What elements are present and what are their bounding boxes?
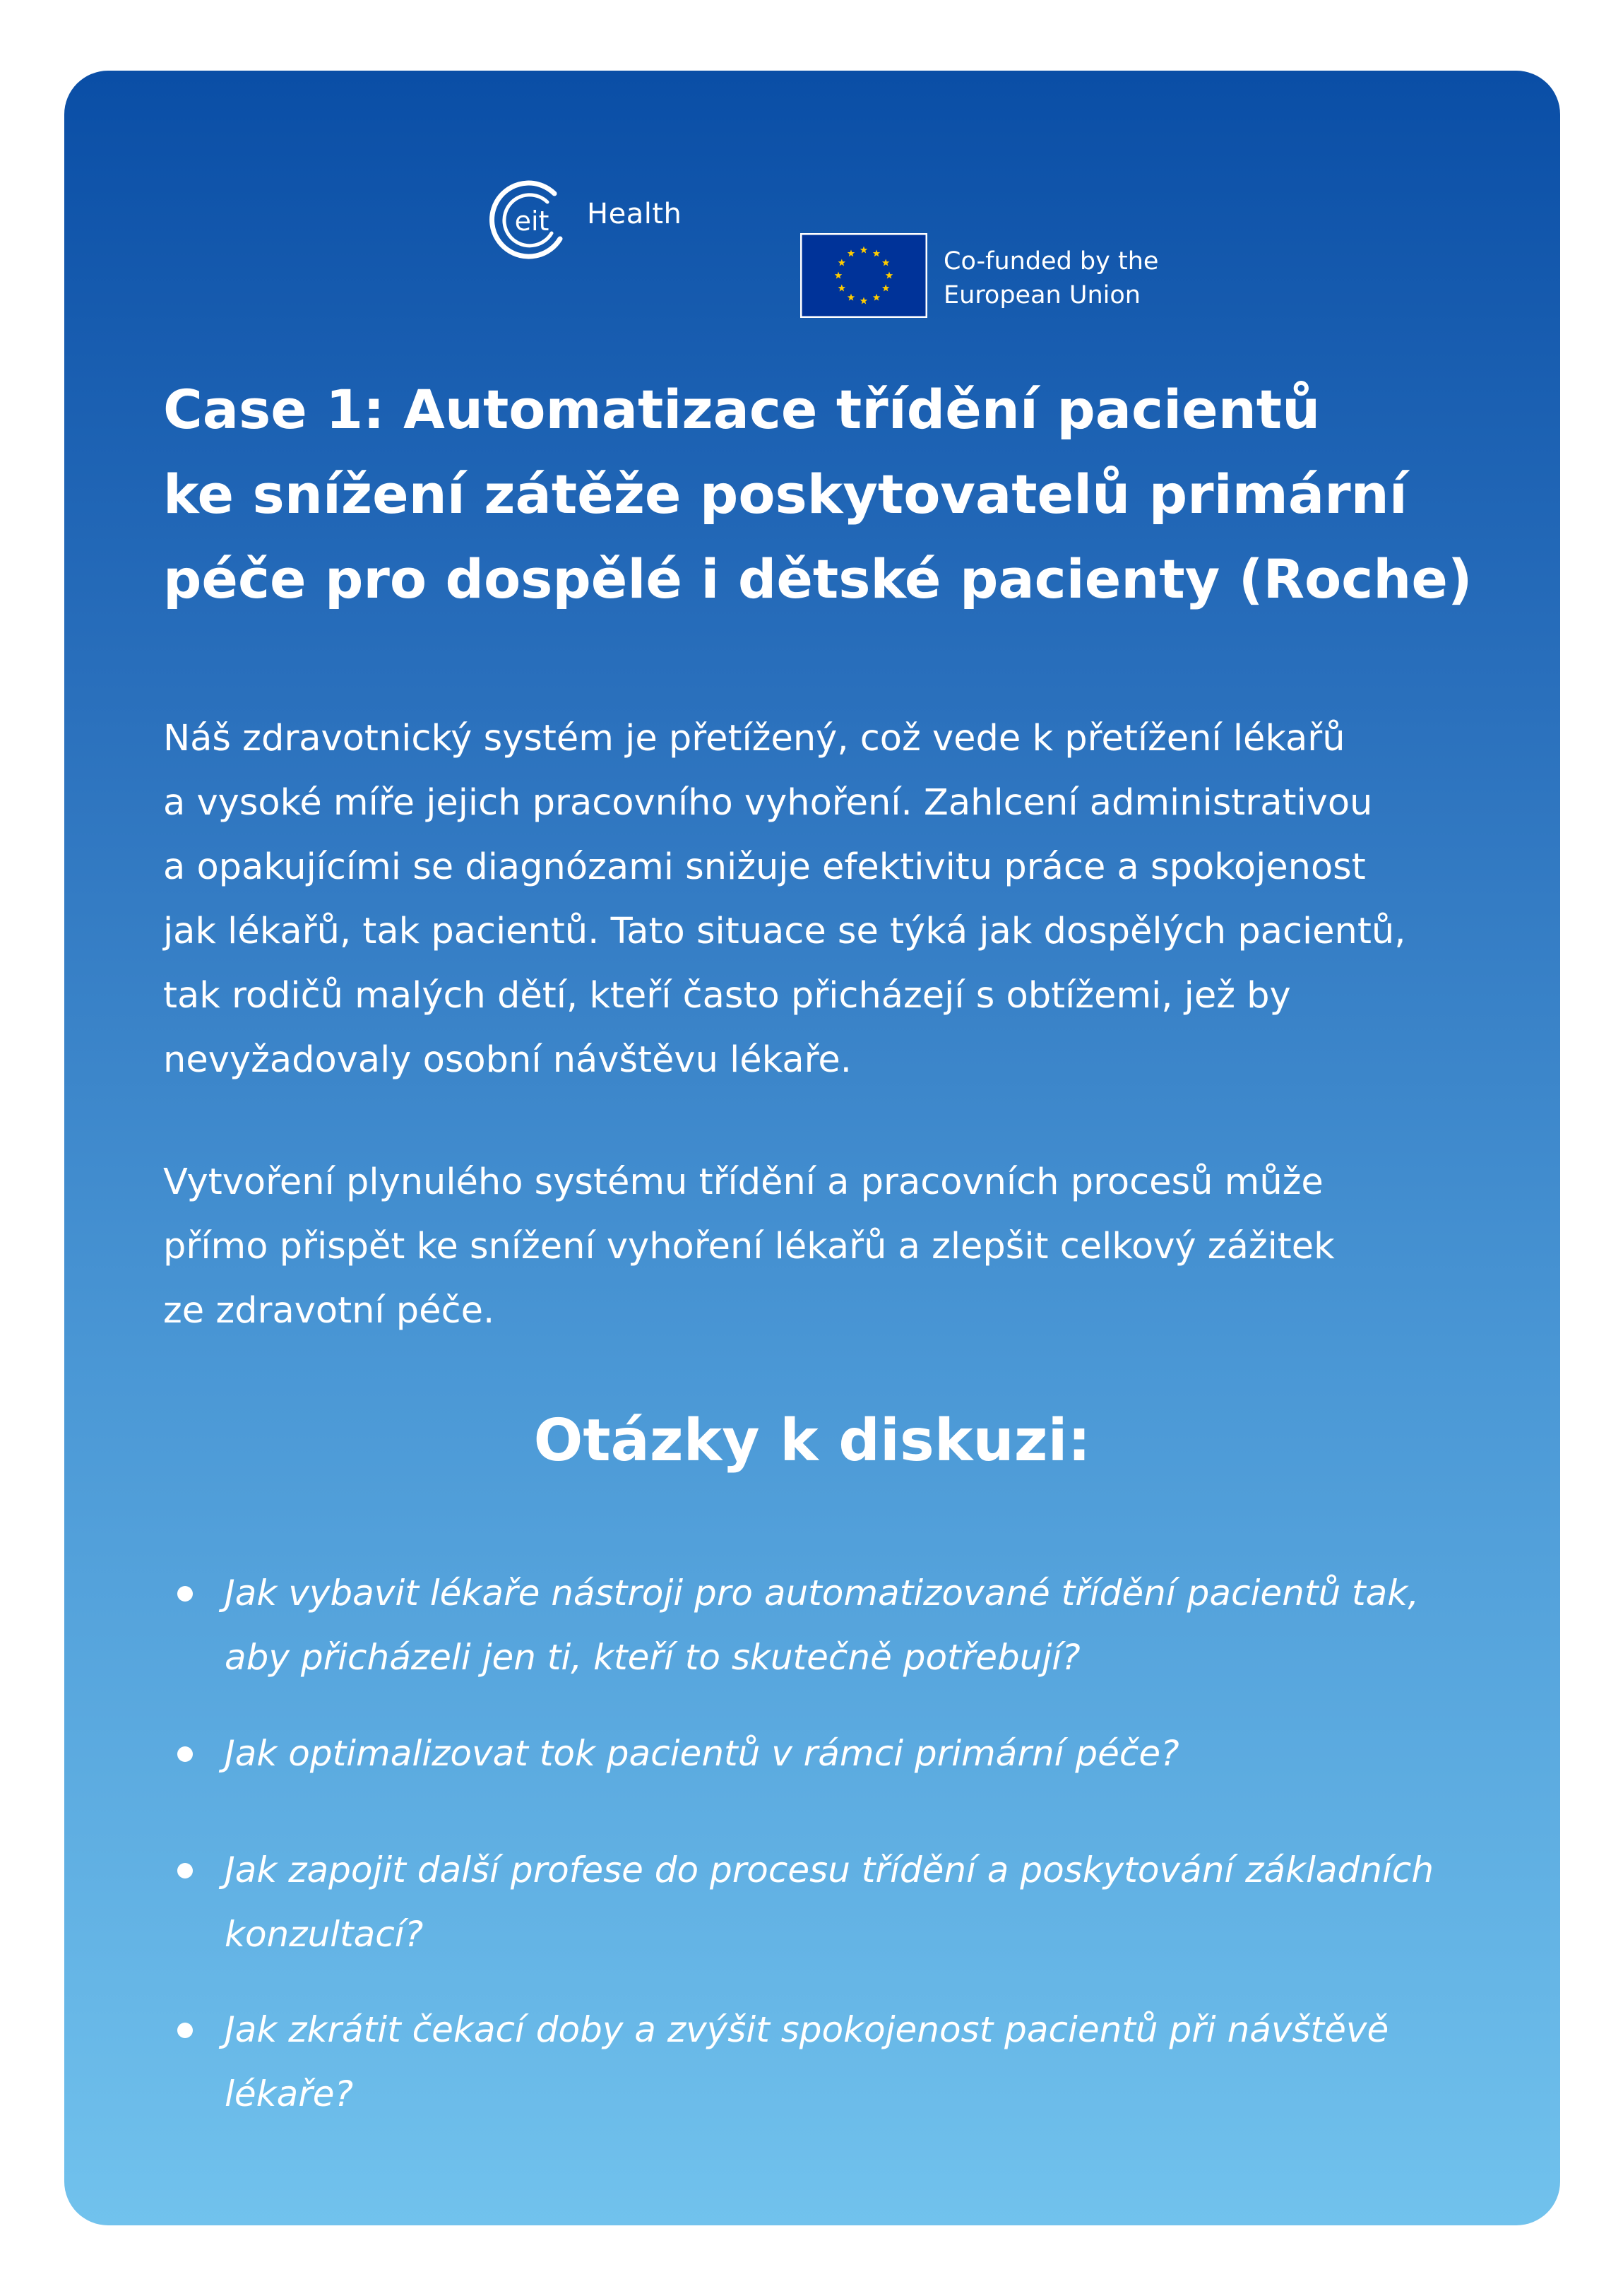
question-text bbox=[225, 1722, 1524, 1786]
question-line: Jak vybavit lékaře nástroji pro automatizované třídění pacientů tak, bbox=[225, 1573, 1420, 1614]
paragraph-line: Vytvoření plynulého systému třídění a pracovních procesů může bbox=[163, 1161, 1324, 1203]
question-line: Jak optimalizovat tok pacientů v rámci primární péče? bbox=[225, 1733, 1179, 1774]
bullet-dot-icon bbox=[177, 1863, 193, 1878]
question-text bbox=[225, 1838, 1524, 1967]
eu-cofunded-text bbox=[944, 244, 1158, 312]
title-line: péče pro dospělé i dětské pacienty (Roche) bbox=[163, 548, 1473, 610]
question-line: Jak zapojit další profese do procesu třídění a poskytování základních bbox=[225, 1850, 1434, 1890]
intro-paragraph bbox=[163, 706, 1491, 1092]
question-text bbox=[225, 1998, 1524, 2126]
title-line: ke snížení zátěže poskytovatelů primární bbox=[163, 463, 1408, 526]
title-line: Case 1: Automatizace třídění pacientů bbox=[163, 378, 1321, 441]
paragraph-line: ze zdravotní péče. bbox=[163, 1290, 495, 1332]
eit-logo-text: eit bbox=[514, 206, 549, 237]
question-line: konzultací? bbox=[225, 1914, 424, 1955]
bullet-dot-icon bbox=[177, 1586, 193, 1602]
eu-text-line-2: European Union bbox=[944, 281, 1141, 309]
paragraph-line: jak lékařů, tak pacientů. Tato situace se týká jak dospělých pacientů, bbox=[163, 911, 1406, 952]
paragraph-line: a vysoké míře jejich pracovního vyhoření. Zahlcení administrativou bbox=[163, 782, 1373, 824]
paragraph-line: tak rodičů malých dětí, kteří často přicházejí s obtížemi, jež by bbox=[163, 975, 1291, 1017]
paragraph-line: nevyžadovaly osobní návštěvu lékaře. bbox=[163, 1039, 852, 1081]
eit-health-label: Health bbox=[587, 198, 682, 230]
question-line: lékaře? bbox=[225, 2073, 354, 2114]
solution-paragraph bbox=[163, 1150, 1491, 1343]
paragraph-line: přímo přispět ke snížení vyhoření lékařů a zlepšit celkový zážitek bbox=[163, 1226, 1335, 1267]
bullet-dot-icon bbox=[177, 1746, 193, 1762]
eit-health-logo-icon bbox=[484, 174, 576, 266]
eu-text-line-1: Co-funded by the bbox=[944, 247, 1159, 276]
bullet-dot-icon bbox=[177, 2023, 193, 2038]
paragraph-line: Náš zdravotnický systém je přetížený, což vede k přetížení lékařů bbox=[163, 718, 1345, 759]
logo-row bbox=[64, 155, 1560, 309]
content-card bbox=[64, 71, 1560, 2225]
question-line: aby přicházeli jen ti, kteří to skutečně potřebují? bbox=[225, 1637, 1081, 1678]
paragraph-line: a opakujícími se diagnózami snižuje efektivitu práce a spokojenost bbox=[163, 846, 1366, 888]
question-line: Jak zkrátit čekací doby a zvýšit spokojenost pacientů při návštěvě bbox=[225, 2009, 1389, 2050]
question-text bbox=[225, 1561, 1524, 1690]
questions-heading: Otázky k diskuzi: bbox=[533, 1407, 1091, 1474]
eu-flag-icon bbox=[800, 233, 927, 318]
page-title bbox=[163, 367, 1491, 622]
